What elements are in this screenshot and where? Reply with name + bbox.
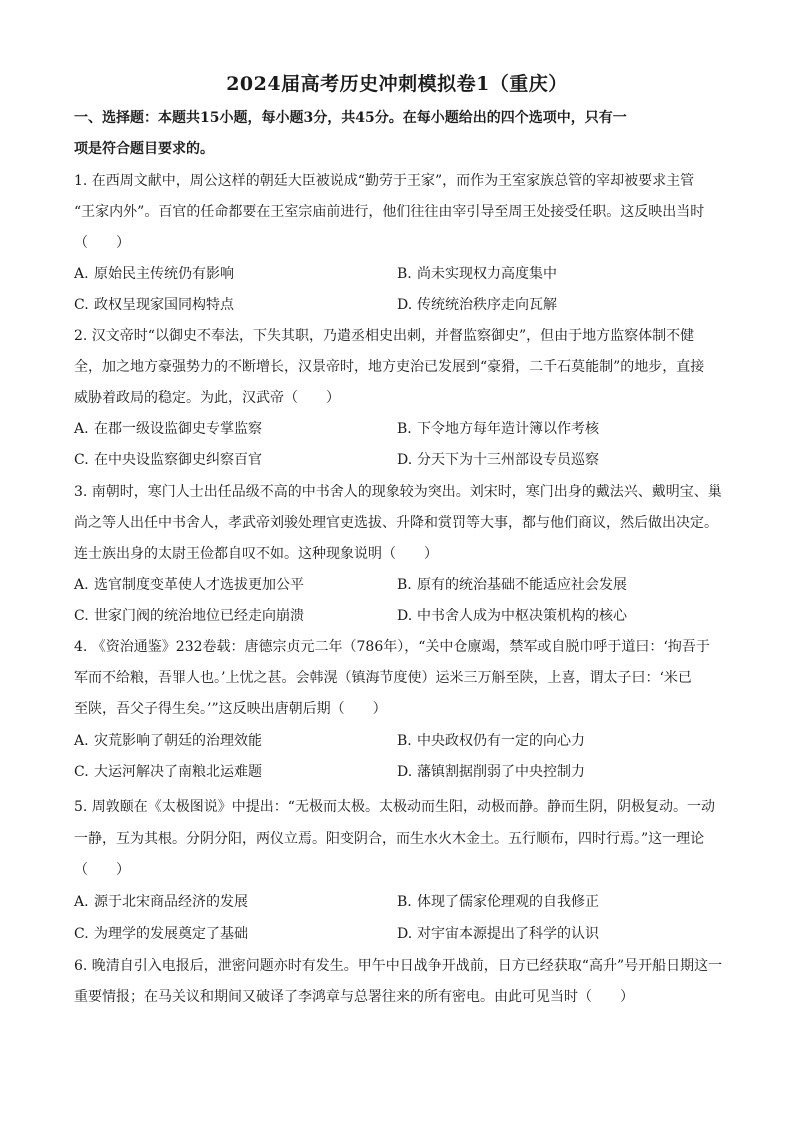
question-3-option-d: D. 中书舍人成为中枢决策机构的核心 bbox=[397, 608, 627, 624]
question-5-option-d: D. 对宇宙本源提出了科学的认识 bbox=[397, 926, 599, 942]
question-2-option-b: B. 下令地方每年造计簿以作考核 bbox=[397, 421, 599, 437]
question-2-line-3: 威胁着政局的稳定。为此，汉武帝（ ） bbox=[74, 390, 340, 406]
question-1-line-3: （ ） bbox=[74, 235, 130, 251]
question-5-option-c: C. 为理学的发展奠定了基础 bbox=[74, 926, 248, 942]
question-3-option-c: C. 世家门阀的统治地位已经走向崩溃 bbox=[74, 608, 304, 624]
question-6-line-2: 重要情报；在马关议和期间又破译了李鸿章与总署往来的所有密电。由此可见当时（ ） bbox=[74, 989, 634, 1005]
question-4-option-b: B. 中央政权仍有一定的向心力 bbox=[397, 733, 585, 749]
section-instructions-line-2: 项是符合题目要求的。 bbox=[74, 141, 214, 157]
question-3-line-2: 尚之等人出任中书舍人，孝武帝刘骏处理官吏选拔、升降和赏罚等大事，都与他们商议，然后做出决定。 bbox=[74, 515, 718, 531]
question-4-line-1: 4. 《资治通鉴》232卷载：唐德宗贞元二年（786年），“关中仓廪竭，禁军或自脱巾呼于道曰：‘拘吾于 bbox=[74, 639, 710, 655]
question-1-line-1: 1. 在西周文献中，周公这样的朝廷大臣被说成“勤劳于王家”，而作为王室家族总管的宰却被要求主管 bbox=[74, 173, 695, 189]
question-4-line-3: 至陕，吾父子得生矣。’”这反映出唐朝后期（ ） bbox=[74, 701, 387, 717]
question-3-line-1: 3. 南朝时，寒门人士出任品级不高的中书舍人的现象较为突出。刘宋时，寒门出身的戴法兴、戴明宝、巢 bbox=[74, 484, 722, 500]
page-title: 2024届高考历史冲刺模拟卷1（重庆） bbox=[226, 73, 568, 95]
question-2-line-2: 全，加之地方豪强势力的不断增长，汉景帝时，地方吏治已发展到“豪猾，二千石莫能制”的地步，直接 bbox=[74, 359, 705, 375]
question-4-line-2: 军而不给粮，吾罪人也。’上忧之甚。会韩滉（镇海节度使）运米三万斛至陕，上喜，谓太子曰：‘米已 bbox=[74, 670, 692, 686]
question-4-option-d: D. 藩镇割据削弱了中央控制力 bbox=[397, 764, 585, 780]
question-5-line-1: 5. 周敦颐在《太极图说》中提出：“无极而太极。太极动而生阳，动极而静。静而生阴，阴极复动。一动 bbox=[74, 799, 715, 815]
question-2-line-1: 2. 汉文帝时“以御史不奉法，下失其职，乃遣丞相史出刺，并督监察御史”，但由于地方监察体制不健 bbox=[74, 328, 695, 344]
question-5-option-a: A. 源于北宋商品经济的发展 bbox=[74, 894, 248, 910]
question-4-option-c: C. 大运河解决了南粮北运难题 bbox=[74, 764, 262, 780]
question-5-line-2: 一静，互为其根。分阴分阳，两仪立焉。阳变阴合，而生水火木金土。五行顺布，四时行焉。”这一理论 bbox=[74, 831, 705, 847]
question-2-option-d: D. 分天下为十三州部设专员巡察 bbox=[397, 452, 599, 468]
question-1-line-2: “王家内外”。百官的任命都要在王室宗庙前进行，他们往往由宰引导至周王处接受任职。这反映出当时 bbox=[74, 204, 705, 220]
question-1-option-a: A. 原始民主传统仍有影响 bbox=[74, 266, 234, 282]
question-3-line-3: 连士族出身的太尉王俭都自叹不如。这种现象说明（ ） bbox=[74, 546, 438, 562]
question-1-option-b: B. 尚未实现权力高度集中 bbox=[397, 266, 557, 282]
question-2-option-a: A. 在郡一级设监御史专掌监察 bbox=[74, 421, 262, 437]
question-3-option-b: B. 原有的统治基础不能适应社会发展 bbox=[397, 577, 627, 593]
question-2-option-c: C. 在中央设监察御史纠察百官 bbox=[74, 452, 262, 468]
question-3-option-a: A. 选官制度变革使人才选拔更加公平 bbox=[74, 577, 304, 593]
question-1-option-c: C. 政权呈现家国同构特点 bbox=[74, 297, 234, 313]
question-4-option-a: A. 灾荒影响了朝廷的治理效能 bbox=[74, 733, 262, 749]
question-1-option-d: D. 传统统治秩序走向瓦解 bbox=[397, 297, 557, 313]
question-5-line-3: （ ） bbox=[74, 862, 130, 878]
question-6-line-1: 6. 晚清自引入电报后，泄密问题亦时有发生。甲午中日战争开战前，日方已经获取“高升”号开船日期这一 bbox=[74, 958, 723, 974]
section-instructions-line-1: 一、选择题：本题共15小题，每小题3分，共45分。在每小题给出的四个选项中，只有一 bbox=[74, 110, 627, 126]
question-5-option-b: B. 体现了儒家伦理观的自我修正 bbox=[397, 894, 599, 910]
